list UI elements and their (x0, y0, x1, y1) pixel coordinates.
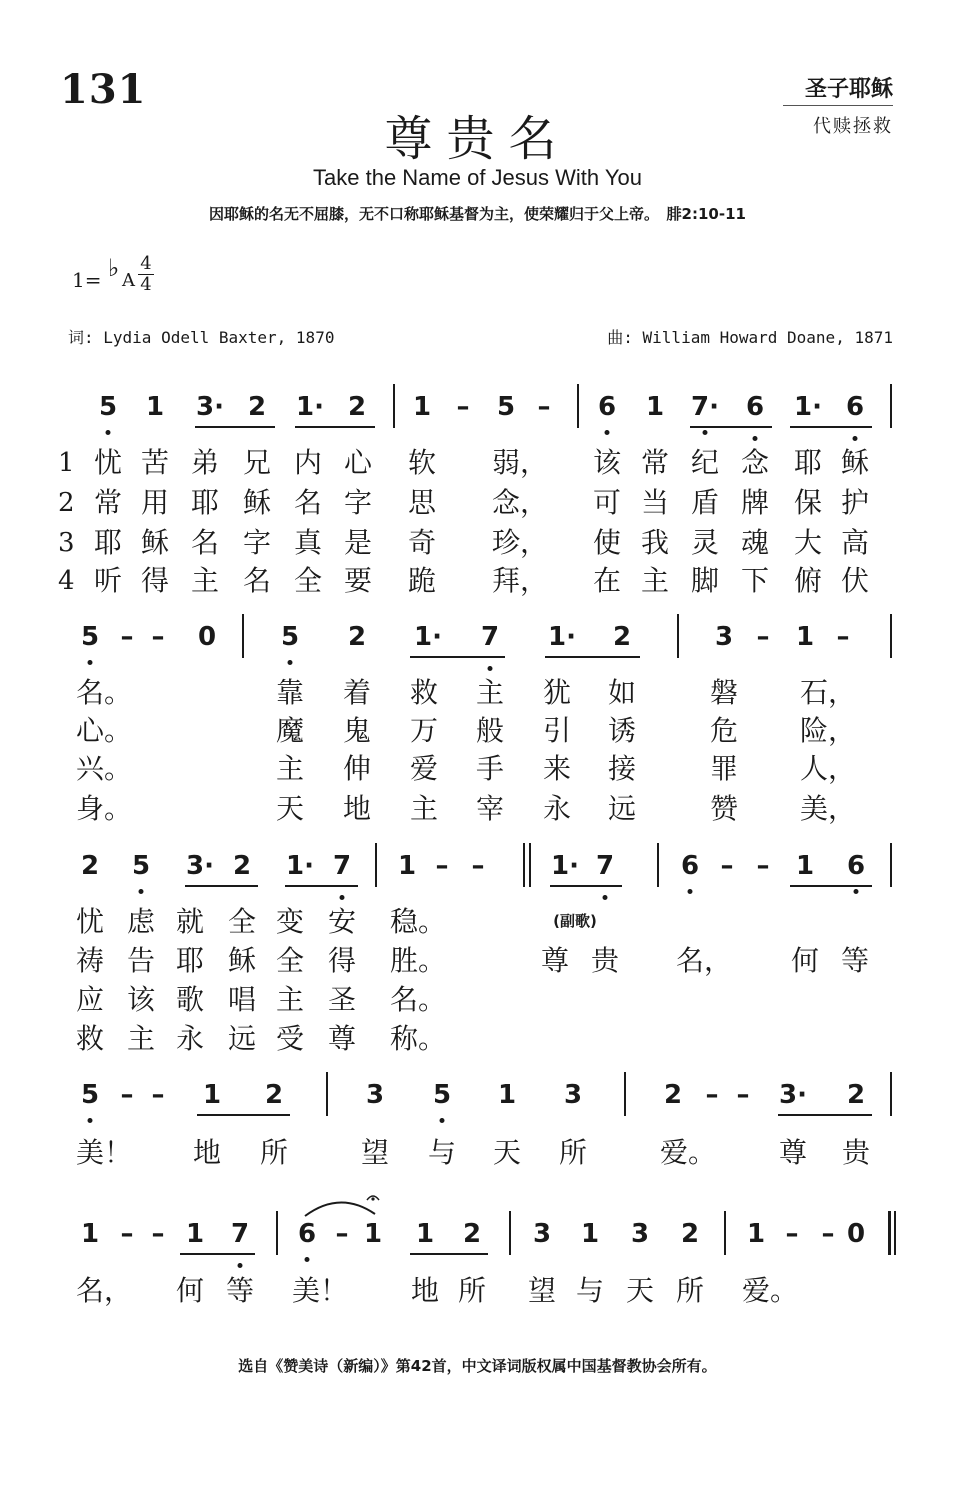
lyric-char: 何 (790, 944, 820, 977)
lyric-char: 主 (640, 564, 670, 597)
lyric-char: 俯 (793, 564, 823, 597)
lyric-char: 爱。 (741, 1274, 799, 1307)
bar-line (890, 614, 892, 658)
lyric-char: 大 (793, 526, 823, 559)
lyric-char: 等 (840, 944, 870, 977)
note: 1 (645, 392, 665, 422)
note: – (151, 1219, 165, 1249)
note: – (120, 622, 134, 652)
beam-underline (197, 1114, 290, 1116)
lyric-char: 虑 (126, 905, 156, 938)
bar-line (509, 1211, 511, 1255)
lyric-char: 全 (275, 944, 305, 977)
lyric-char: 内 (293, 446, 323, 479)
bar-line (657, 843, 659, 887)
lyric-char: 爱。 (659, 1136, 717, 1169)
lyric-char: 苦 (140, 446, 170, 479)
low-octave-dot (488, 666, 493, 671)
note: 2 (462, 1219, 482, 1249)
note: 1 (746, 1219, 766, 1249)
bar-line (724, 1211, 726, 1255)
beam-underline (545, 656, 640, 658)
note: 1 (415, 1219, 435, 1249)
verse-number: 2 (58, 488, 75, 518)
lyric-char: 名， (75, 1274, 133, 1307)
lyric-char: 主 (475, 676, 505, 709)
lyric-char: 天 (492, 1136, 522, 1169)
beam-underline (690, 426, 772, 428)
note: 7 (332, 851, 352, 881)
low-octave-dot (605, 430, 610, 435)
lyric-char: 念， (491, 486, 549, 519)
note: 1 (185, 1219, 205, 1249)
bar-line (890, 843, 892, 887)
lyric-char: 尊 (540, 944, 570, 977)
lyric-char: 与 (427, 1136, 457, 1169)
hymn-title: 尊贵名 (384, 111, 571, 167)
lyric-char: 念 (740, 446, 770, 479)
lyric-char: 唱 (227, 983, 257, 1016)
lyric-char: 永 (175, 1022, 205, 1055)
note: 7· (691, 392, 719, 422)
beam-underline (410, 656, 505, 658)
note: 3· (186, 851, 214, 881)
lyric-char: 所 (558, 1136, 588, 1169)
lyric-char: 所 (259, 1136, 289, 1169)
lyric-char: 天 (625, 1274, 655, 1307)
lyric-char: 使 (592, 526, 622, 559)
lyric-char: 贵 (841, 1136, 871, 1169)
lyric-char: 所 (675, 1274, 705, 1307)
lyric-char: 跪 (407, 564, 437, 597)
note: 2 (612, 622, 632, 652)
lyric-char: 用 (140, 486, 170, 519)
bar-line (677, 614, 679, 658)
lyric-char: 就 (175, 905, 205, 938)
low-octave-dot (440, 1118, 445, 1123)
bar-line (529, 843, 531, 887)
note: 6 (845, 392, 865, 422)
lyric-char: 主 (409, 792, 439, 825)
lyric-char: 等 (225, 1274, 255, 1307)
note: 5 (131, 851, 151, 881)
beam-underline (778, 1114, 872, 1116)
low-octave-dot (139, 889, 144, 894)
note: – (537, 392, 551, 422)
lyric-char: 稣 (227, 944, 257, 977)
lyric-char: 真 (293, 526, 323, 559)
bar-line (242, 614, 244, 658)
lyric-char: 靠 (275, 676, 305, 709)
lyric-char: 该 (592, 446, 622, 479)
note: 2 (846, 1080, 866, 1110)
lyric-char: 可 (592, 486, 622, 519)
lyric-char: 常 (93, 486, 123, 519)
lyric-char: 磐 (709, 676, 739, 709)
lyric-char: 心。 (75, 714, 133, 747)
lyric-char: 美， (799, 792, 857, 825)
scripture-verse: 因耶稣的名无不屈膝，无不口称耶稣基督为主，使荣耀归于父上帝。 腓2:10-11 (209, 205, 746, 223)
lyric-char: 纪 (690, 446, 720, 479)
lyric-char: 得 (327, 944, 357, 977)
lyric-char: 地 (192, 1136, 222, 1169)
note: 1 (363, 1219, 383, 1249)
lyric-char: 贵 (590, 944, 620, 977)
lyric-char: 石， (799, 676, 857, 709)
lyric-char: 魂 (740, 526, 770, 559)
flat-symbol: ♭ (108, 254, 120, 282)
subcategory-label: 代赎拯救 (813, 116, 893, 137)
note: 1· (286, 851, 314, 881)
lyric-char: 望 (360, 1136, 390, 1169)
note: 1 (795, 622, 815, 652)
note: 5 (80, 622, 100, 652)
lyric-char: 兴。 (75, 752, 133, 785)
lyric-char: 常 (640, 446, 670, 479)
lyric-char: 拜， (491, 564, 549, 597)
copyright-footer: 选自《赞美诗（新编）》第42首，中文译词版权属中国基督教协会所有。 (238, 1357, 717, 1375)
lyric-char: 要 (343, 564, 373, 597)
lyric-char: 尊 (327, 1022, 357, 1055)
note: 6 (846, 851, 866, 881)
lyric-char: 接 (607, 752, 637, 785)
lyric-char: 手 (475, 752, 505, 785)
beam-underline (185, 885, 258, 887)
lyric-char: 告 (126, 944, 156, 977)
low-octave-dot (854, 889, 859, 894)
time-signature (138, 254, 154, 295)
low-octave-dot (703, 430, 708, 435)
note: 2 (80, 851, 100, 881)
note: – (120, 1219, 134, 1249)
note: 1 (497, 1080, 517, 1110)
lyric-char: 耶 (93, 526, 123, 559)
lyric-char: 伸 (342, 752, 372, 785)
lyric-char: 变 (275, 905, 305, 938)
low-octave-dot (340, 895, 345, 900)
lyric-char: 盾 (690, 486, 720, 519)
lyric-char: 天 (275, 792, 305, 825)
note: 3 (365, 1080, 385, 1110)
lyric-char: 保 (793, 486, 823, 519)
key-signature (72, 253, 192, 308)
lyric-char: 下 (740, 564, 770, 597)
lyric-char: 安 (327, 905, 357, 938)
note: – (836, 622, 850, 652)
lyric-char: 尊 (778, 1136, 808, 1169)
lyric-char: 我 (640, 526, 670, 559)
bar-line (375, 843, 377, 887)
low-octave-dot (88, 660, 93, 665)
note: 1 (580, 1219, 600, 1249)
note: – (821, 1219, 835, 1249)
verse-number: 1 (58, 448, 75, 478)
note: – (335, 1219, 349, 1249)
slur-fermata (300, 1190, 400, 1220)
lyric-char: 弱， (491, 446, 549, 479)
bar-line (888, 1211, 891, 1255)
note: 2 (347, 622, 367, 652)
lyric-char: 该 (126, 983, 156, 1016)
lyric-char: 全 (227, 905, 257, 938)
note: 2 (680, 1219, 700, 1249)
low-octave-dot (106, 430, 111, 435)
lyric-char: 救 (75, 1022, 105, 1055)
note: 6 (597, 392, 617, 422)
lyric-char: 稣 (840, 446, 870, 479)
bar-line (894, 1211, 896, 1255)
lyric-char: 伏 (840, 564, 870, 597)
note: 1· (296, 392, 324, 422)
lyric-char: 险， (799, 714, 857, 747)
beam-underline (410, 1253, 488, 1255)
note: 5 (80, 1080, 100, 1110)
note: 3 (563, 1080, 583, 1110)
note: 5 (280, 622, 300, 652)
category-label: 圣子耶稣 (783, 72, 893, 106)
lyric-char: 赞 (709, 792, 739, 825)
beam-underline (195, 426, 275, 428)
lyric-char: 忧 (75, 905, 105, 938)
lyric-char: 名。 (75, 676, 133, 709)
note: 6 (680, 851, 700, 881)
lyric-char: 胜。 (389, 944, 447, 977)
lyric-char: 诱 (607, 714, 637, 747)
lyric-char: 耶 (190, 486, 220, 519)
note: 3 (630, 1219, 650, 1249)
lyric-char: 软 (407, 446, 437, 479)
key-letter: A (122, 270, 135, 291)
low-octave-dot (603, 895, 608, 900)
beam-underline (790, 885, 872, 887)
note: 3· (196, 392, 224, 422)
note: 1 (795, 851, 815, 881)
note: 0 (846, 1219, 866, 1249)
music-credit: 曲: William Howard Doane, 1871 (607, 328, 893, 347)
bar-line (624, 1072, 626, 1116)
note: – (720, 851, 734, 881)
bar-line (326, 1072, 328, 1116)
note: – (151, 1080, 165, 1110)
lyric-char: 永 (542, 792, 572, 825)
note: 2 (247, 392, 267, 422)
lyric-char: 牌 (740, 486, 770, 519)
lyric-char: 耶 (793, 446, 823, 479)
lyric-char: 稣 (140, 526, 170, 559)
lyric-char: 祷 (75, 944, 105, 977)
note: 0 (197, 622, 217, 652)
lyric-char: 所 (457, 1274, 487, 1307)
low-octave-dot (305, 1257, 310, 1262)
lyric-char: 名。 (389, 983, 447, 1016)
note: 6 (297, 1219, 317, 1249)
lyric-char: 护 (840, 486, 870, 519)
lyric-char: 犹 (542, 676, 572, 709)
lyric-char: 着 (342, 676, 372, 709)
low-octave-dot (88, 1118, 93, 1123)
verse-number: 3 (58, 528, 75, 558)
lyric-char: 名， (675, 944, 733, 977)
lyric-char: 应 (75, 983, 105, 1016)
bar-line (523, 843, 525, 887)
lyric-char: 弟 (190, 446, 220, 479)
bar-line (890, 384, 892, 428)
note: 6 (745, 392, 765, 422)
lyric-char: 主 (275, 752, 305, 785)
key-prefix: 1= (72, 268, 102, 292)
lyric-char: 远 (227, 1022, 257, 1055)
note: 1 (397, 851, 417, 881)
note: 7 (230, 1219, 250, 1249)
lyric-char: 在 (592, 564, 622, 597)
lyric-char: 兄 (242, 446, 272, 479)
lyric-char: 主 (126, 1022, 156, 1055)
note: 3 (532, 1219, 552, 1249)
lyric-char: 望 (527, 1274, 557, 1307)
low-octave-dot (853, 436, 858, 441)
chorus-label: (副歌) (553, 912, 597, 930)
note: 1· (794, 392, 822, 422)
bar-line (577, 384, 579, 428)
beam-underline (180, 1253, 255, 1255)
lyric-char: 来 (542, 752, 572, 785)
lyric-char: 脚 (690, 564, 720, 597)
note: – (785, 1219, 799, 1249)
lyric-char: 是 (343, 526, 373, 559)
lyric-char: 珍， (491, 526, 549, 559)
note: 1· (548, 622, 576, 652)
lyric-char: 名 (293, 486, 323, 519)
lyric-char: 魔 (275, 714, 305, 747)
low-octave-dot (238, 1263, 243, 1268)
low-octave-dot (753, 436, 758, 441)
lyric-char: 美！ (291, 1274, 349, 1307)
low-octave-dot (288, 660, 293, 665)
bar-line (276, 1211, 278, 1255)
lyric-char: 歌 (175, 983, 205, 1016)
lyric-char: 与 (575, 1274, 605, 1307)
lyric-char: 般 (475, 714, 505, 747)
lyric-char: 圣 (327, 983, 357, 1016)
lyric-char: 稣 (242, 486, 272, 519)
lyric-char: 身。 (75, 792, 133, 825)
lyric-char: 万 (409, 714, 439, 747)
note: 5 (98, 392, 118, 422)
lyric-char: 名 (242, 564, 272, 597)
lyric-char: 全 (293, 564, 323, 597)
note: 3· (779, 1080, 807, 1110)
lyric-char: 宰 (475, 792, 505, 825)
lyric-char: 危 (709, 714, 739, 747)
lyric-char: 地 (410, 1274, 440, 1307)
low-octave-dot (688, 889, 693, 894)
lyric-char: 爱 (409, 752, 439, 785)
note: 1 (412, 392, 432, 422)
english-title: Take the Name of Jesus With You (313, 165, 642, 190)
hymn-number: 131 (60, 66, 147, 113)
lyric-char: 引 (542, 714, 572, 747)
beam-underline (550, 885, 622, 887)
note: 1· (551, 851, 579, 881)
lyric-char: 称。 (389, 1022, 447, 1055)
lyric-char: 鬼 (342, 714, 372, 747)
lyric-char: 字 (343, 486, 373, 519)
note: 2 (232, 851, 252, 881)
time-bottom: 4 (140, 274, 152, 295)
lyric-char: 高 (840, 526, 870, 559)
bar-line (393, 384, 395, 428)
note: 1 (80, 1219, 100, 1249)
lyric-char: 受 (275, 1022, 305, 1055)
beam-underline (285, 885, 358, 887)
lyric-char: 听 (93, 564, 123, 597)
lyric-char: 稳。 (389, 905, 447, 938)
note: 1 (145, 392, 165, 422)
lyric-char: 如 (607, 676, 637, 709)
note: – (705, 1080, 719, 1110)
note: – (435, 851, 449, 881)
beam-underline (790, 426, 872, 428)
note: 1· (414, 622, 442, 652)
note: 5 (496, 392, 516, 422)
lyric-char: 地 (342, 792, 372, 825)
lyric-char: 当 (640, 486, 670, 519)
note: 1 (202, 1080, 222, 1110)
lyric-char: 忧 (93, 446, 123, 479)
note: – (120, 1080, 134, 1110)
lyric-char: 名 (190, 526, 220, 559)
note: – (756, 851, 770, 881)
bar-line (890, 1072, 892, 1116)
lyric-char: 心 (343, 446, 373, 479)
lyric-char: 罪 (709, 752, 739, 785)
lyric-char: 美！ (75, 1136, 133, 1169)
lyric-char: 主 (275, 983, 305, 1016)
lyric-char: 奇 (407, 526, 437, 559)
note: – (456, 392, 470, 422)
lyric-char: 思 (407, 486, 437, 519)
note: 2 (663, 1080, 683, 1110)
lyric-char: 远 (607, 792, 637, 825)
note: 7 (480, 622, 500, 652)
lyric-char: 耶 (175, 944, 205, 977)
lyric-char: 字 (242, 526, 272, 559)
verse-number: 4 (58, 566, 75, 596)
lyric-char: 人， (799, 752, 857, 785)
note: 5 (432, 1080, 452, 1110)
note: 2 (264, 1080, 284, 1110)
lyrics-credit: 词: Lydia Odell Baxter, 1870 (68, 328, 335, 347)
lyric-char: 主 (190, 564, 220, 597)
time-top: 4 (138, 254, 154, 275)
lyric-char: 得 (140, 564, 170, 597)
lyric-char: 救 (409, 676, 439, 709)
note: – (756, 622, 770, 652)
beam-underline (295, 426, 375, 428)
note: – (471, 851, 485, 881)
note: – (736, 1080, 750, 1110)
note: 7 (595, 851, 615, 881)
note: – (151, 622, 165, 652)
lyric-char: 何 (175, 1274, 205, 1307)
lyric-char: 灵 (690, 526, 720, 559)
note: 2 (347, 392, 367, 422)
note: 3 (714, 622, 734, 652)
